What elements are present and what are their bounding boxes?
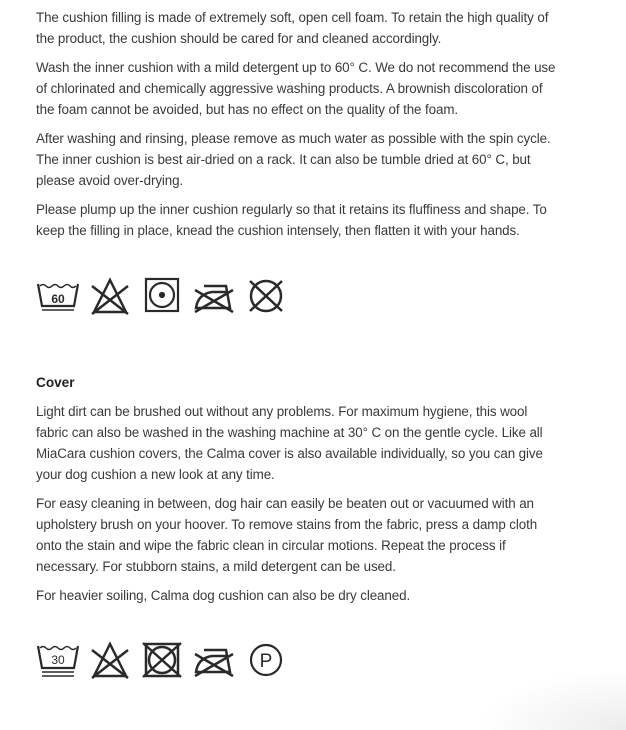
wash-30-gentle-icon: [36, 640, 80, 680]
svg-text:P: P: [259, 651, 273, 672]
no-bleach-icon: [88, 276, 132, 316]
paragraph: Please plump up the inner cushion regularly so that it retains its fluffiness and shape. To keep the filling in place, knead the cushion intensely, then flatten it with your hands.: [36, 202, 547, 238]
paragraph: Wash the inner cushion with a mild detergent up to 60° C. We do not recommend the use of chlorinated and chemically aggressive washing products. A brownish discoloration of the foam cannot be avoided, but has no effect on the quality of the foam.: [36, 60, 556, 117]
paragraph: Light dirt can be brushed out without any problems. For maximum hygiene, this wool fabric can also be washed in the washing machine at 30° C on the gentle cycle. Like all MiaCara cushion covers, the Calma cover is also available individually, so you can give your dog cushion a new look at any time.: [36, 404, 543, 482]
no-bleach-icon: [88, 640, 132, 680]
care-instructions: [36, 7, 556, 682]
paragraph: For easy cleaning in between, dog hair can easily be beaten out or vacuumed with an upholstery brush on your hoover. To remove stains from the fabric, press a damp cloth onto the stain and wipe the fabric clean in circular motions. Repeat the process if necessary. For stubborn stains, a mild detergent can be used.: [36, 496, 538, 574]
no-tumble-dry-icon: [140, 640, 184, 680]
dry-clean-p-icon: [244, 640, 288, 680]
no-iron-icon: [192, 276, 236, 316]
tumble-dry-icon: [140, 276, 184, 316]
corner-shadow: [476, 670, 626, 730]
svg-text:60: 60: [51, 292, 65, 306]
section-heading-cover: Cover: [36, 375, 75, 390]
no-iron-icon: [192, 640, 236, 680]
paragraph: For heavier soiling, Calma dog cushion can also be dry cleaned.: [36, 588, 411, 603]
svg-text:30: 30: [51, 653, 65, 667]
paragraph: The cushion filling is made of extremely soft, open cell foam. To retain the high quality of the product, the cushion should be cared for and cleaned accordingly.: [36, 10, 549, 46]
no-dry-clean-icon: [244, 276, 288, 316]
wash-60-icon: [36, 276, 80, 316]
care-symbols-inner: [36, 274, 556, 318]
paragraph: After washing and rinsing, please remove as much water as possible with the spin cycle. The inner cushion is best air-dried on a rack. It can also be tumble dried at 60° C, but please avoid over-drying.: [36, 131, 551, 188]
